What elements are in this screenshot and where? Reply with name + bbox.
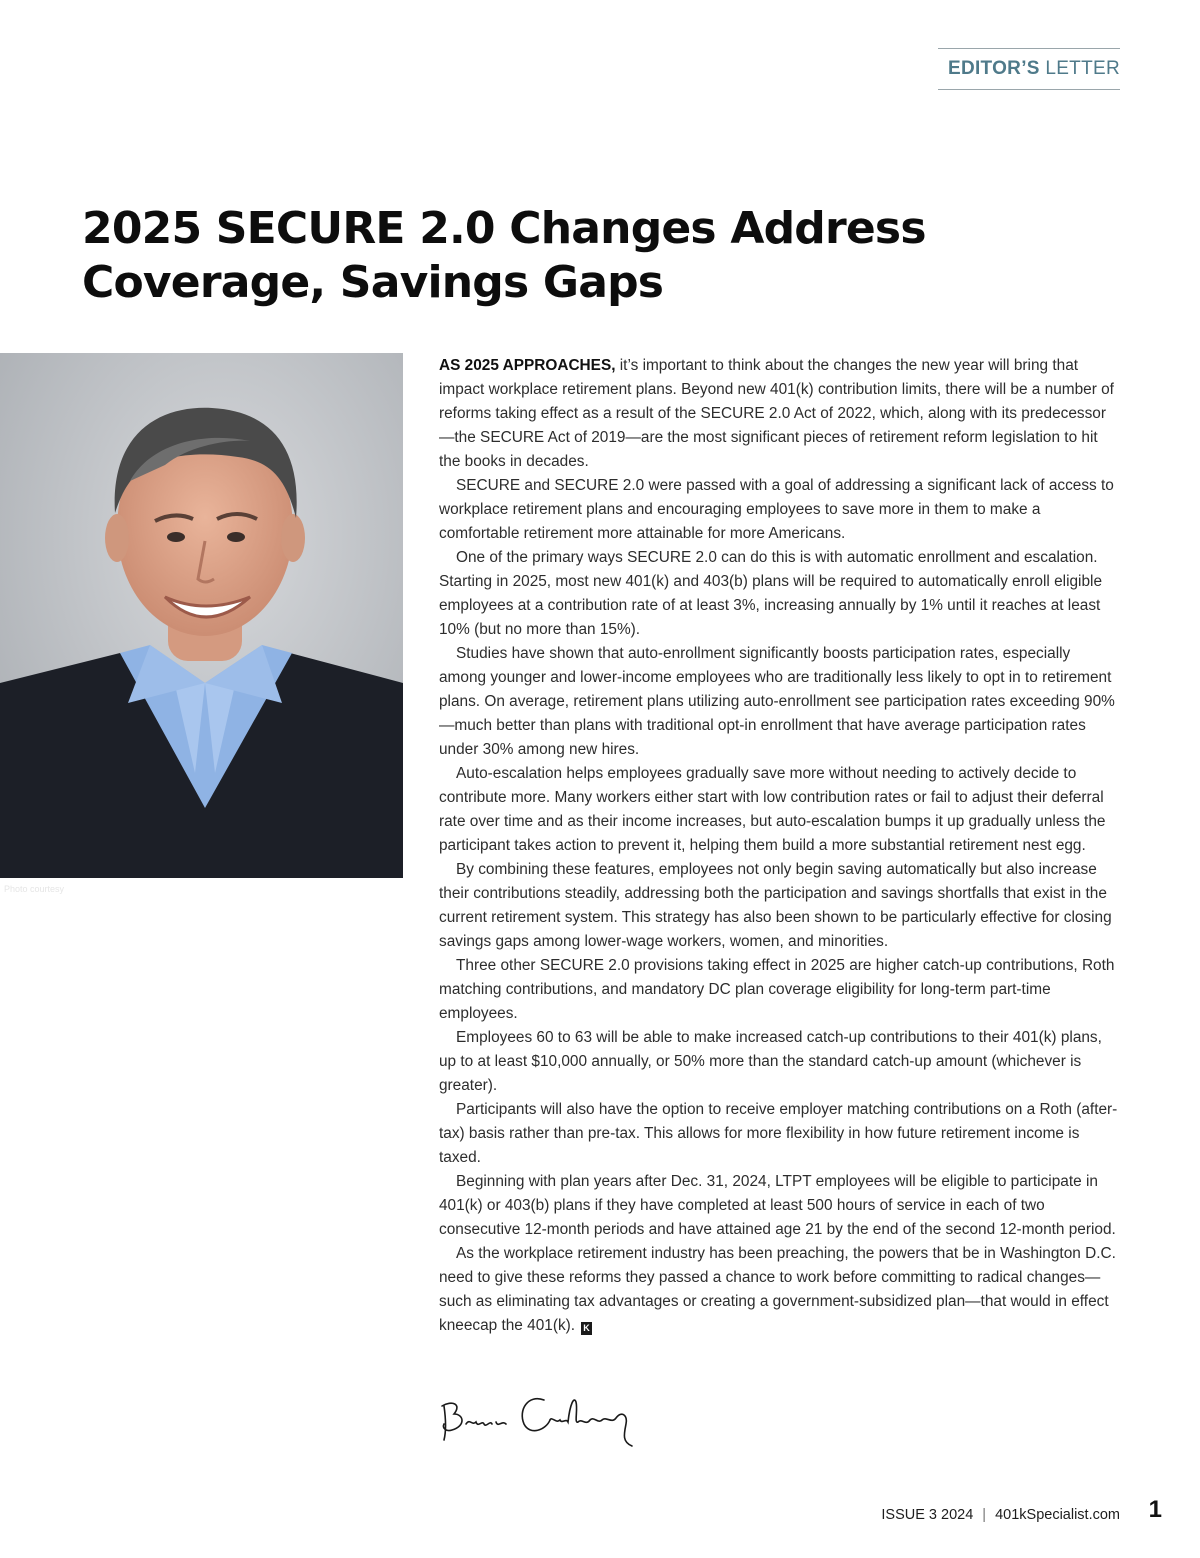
website-link[interactable]: 401kSpecialist.com bbox=[995, 1507, 1120, 1523]
paragraph-text: it’s important to think about the changes the new year will bring that impact workplace retirement plans. Beyond new 401(k) contribution limits, there will be a number of reforms taking effect as a result of the SECURE 2.0 Act of 2022, which, along with its predecessor—the SECURE Act of 2019—are the most significant pieces of retirement reform legislation to hit the books in decades. bbox=[439, 357, 1114, 470]
issue-label: ISSUE 3 2024 bbox=[881, 1507, 974, 1523]
page-number: 1 bbox=[1148, 1496, 1162, 1523]
headline-line-1: 2025 SECURE 2.0 Changes Address bbox=[82, 203, 926, 254]
editor-signature bbox=[436, 1380, 656, 1450]
article-paragraph: Auto-escalation helps employees gradually save more without needing to actively decide to contribute more. Many workers either start with low contribution rates or fail to adjust their deferral rate over time and as their income increases, but auto-escalation bumps it up gradually unless the participant takes action to prevent it, helping them build a more substantial retirement nest egg. bbox=[439, 765, 1106, 854]
photo-credit: Photo courtesy bbox=[4, 884, 65, 894]
headline-line-2: Coverage, Savings Gaps bbox=[82, 257, 664, 308]
article-paragraph: By combining these features, employees not only begin saving automatically but also increase their contributions steadily, addressing both the participation and savings shortfalls that exist in the current retirement system. This strategy has also been shown to be particularly effective for closing savings gaps among lower-wage workers, women, and minorities. bbox=[439, 861, 1112, 950]
section-label-rest: LETTER bbox=[1039, 58, 1120, 79]
article-paragraph bbox=[439, 1242, 1121, 1338]
article-paragraph: Beginning with plan years after Dec. 31, 2024, LTPT employees will be eligible to participate in 401(k) or 403(b) plans if they have completed at least 500 hours of service in each of two consecutive 12-month periods and have attained age 21 by the end of the second 12-month period. bbox=[439, 1173, 1116, 1238]
signature-icon bbox=[436, 1380, 656, 1450]
editor-portrait-illustration bbox=[0, 353, 403, 878]
section-label bbox=[938, 48, 1120, 90]
article-body bbox=[439, 354, 1121, 1338]
paragraph-text: As the workplace retirement industry has been preaching, the powers that be in Washington D.C. need to give these reforms they passed a chance to work before committing to radical changes—such as eliminating tax advantages or creating a government-subsidized plan—that would in effect kneecap the 401(k). bbox=[439, 1245, 1116, 1334]
article-paragraph: Studies have shown that auto-enrollment significantly boosts participation rates, especially among younger and lower-income employees who are traditionally less likely to opt in to retirement plans. On average, retirement plans utilizing auto-enrollment see participation rates exceeding 90%—much better than plans with traditional opt-in enrollment that have average participation rates under 30% among new hires. bbox=[439, 645, 1115, 758]
section-label-strong: EDITOR’S bbox=[947, 58, 1040, 79]
article-paragraph: Participants will also have the option to receive employer matching contributions on a Roth (after-tax) basis rather than pre-tax. This allows for more flexibility in how future retirement income is taxed. bbox=[439, 1101, 1118, 1166]
article-paragraph: SECURE and SECURE 2.0 were passed with a goal of addressing a significant lack of access to workplace retirement plans and encouraging employees to save more in them to make a comfortable retirement more attainable for more Americans. bbox=[439, 477, 1114, 542]
page-footer bbox=[881, 1496, 1162, 1530]
article-paragraph bbox=[439, 354, 1121, 474]
article-paragraph: Employees 60 to 63 will be able to make increased catch-up contributions to their 401(k) plans, up to at least $10,000 annually, or 50% more than the standard catch-up amount (whichever is greater). bbox=[439, 1029, 1102, 1094]
lead-in: AS 2025 APPROACHES, bbox=[439, 357, 616, 374]
editor-portrait bbox=[0, 353, 403, 878]
article-headline bbox=[82, 202, 982, 310]
article-paragraph: Three other SECURE 2.0 provisions taking effect in 2025 are higher catch-up contributions, Roth matching contributions, and mandatory DC plan coverage eligibility for long-term part-time employees. bbox=[439, 957, 1115, 1022]
footer-separator: | bbox=[982, 1507, 987, 1523]
end-of-story-icon: K bbox=[581, 1322, 592, 1335]
article-paragraph: One of the primary ways SECURE 2.0 can do this is with automatic enrollment and escalation. Starting in 2025, most new 401(k) and 403(b) plans will be required to automatically enroll eligible employees at a contribution rate of at least 3%, increasing annually by 1% until it reaches at least 10% (but no more than 15%). bbox=[439, 549, 1103, 638]
